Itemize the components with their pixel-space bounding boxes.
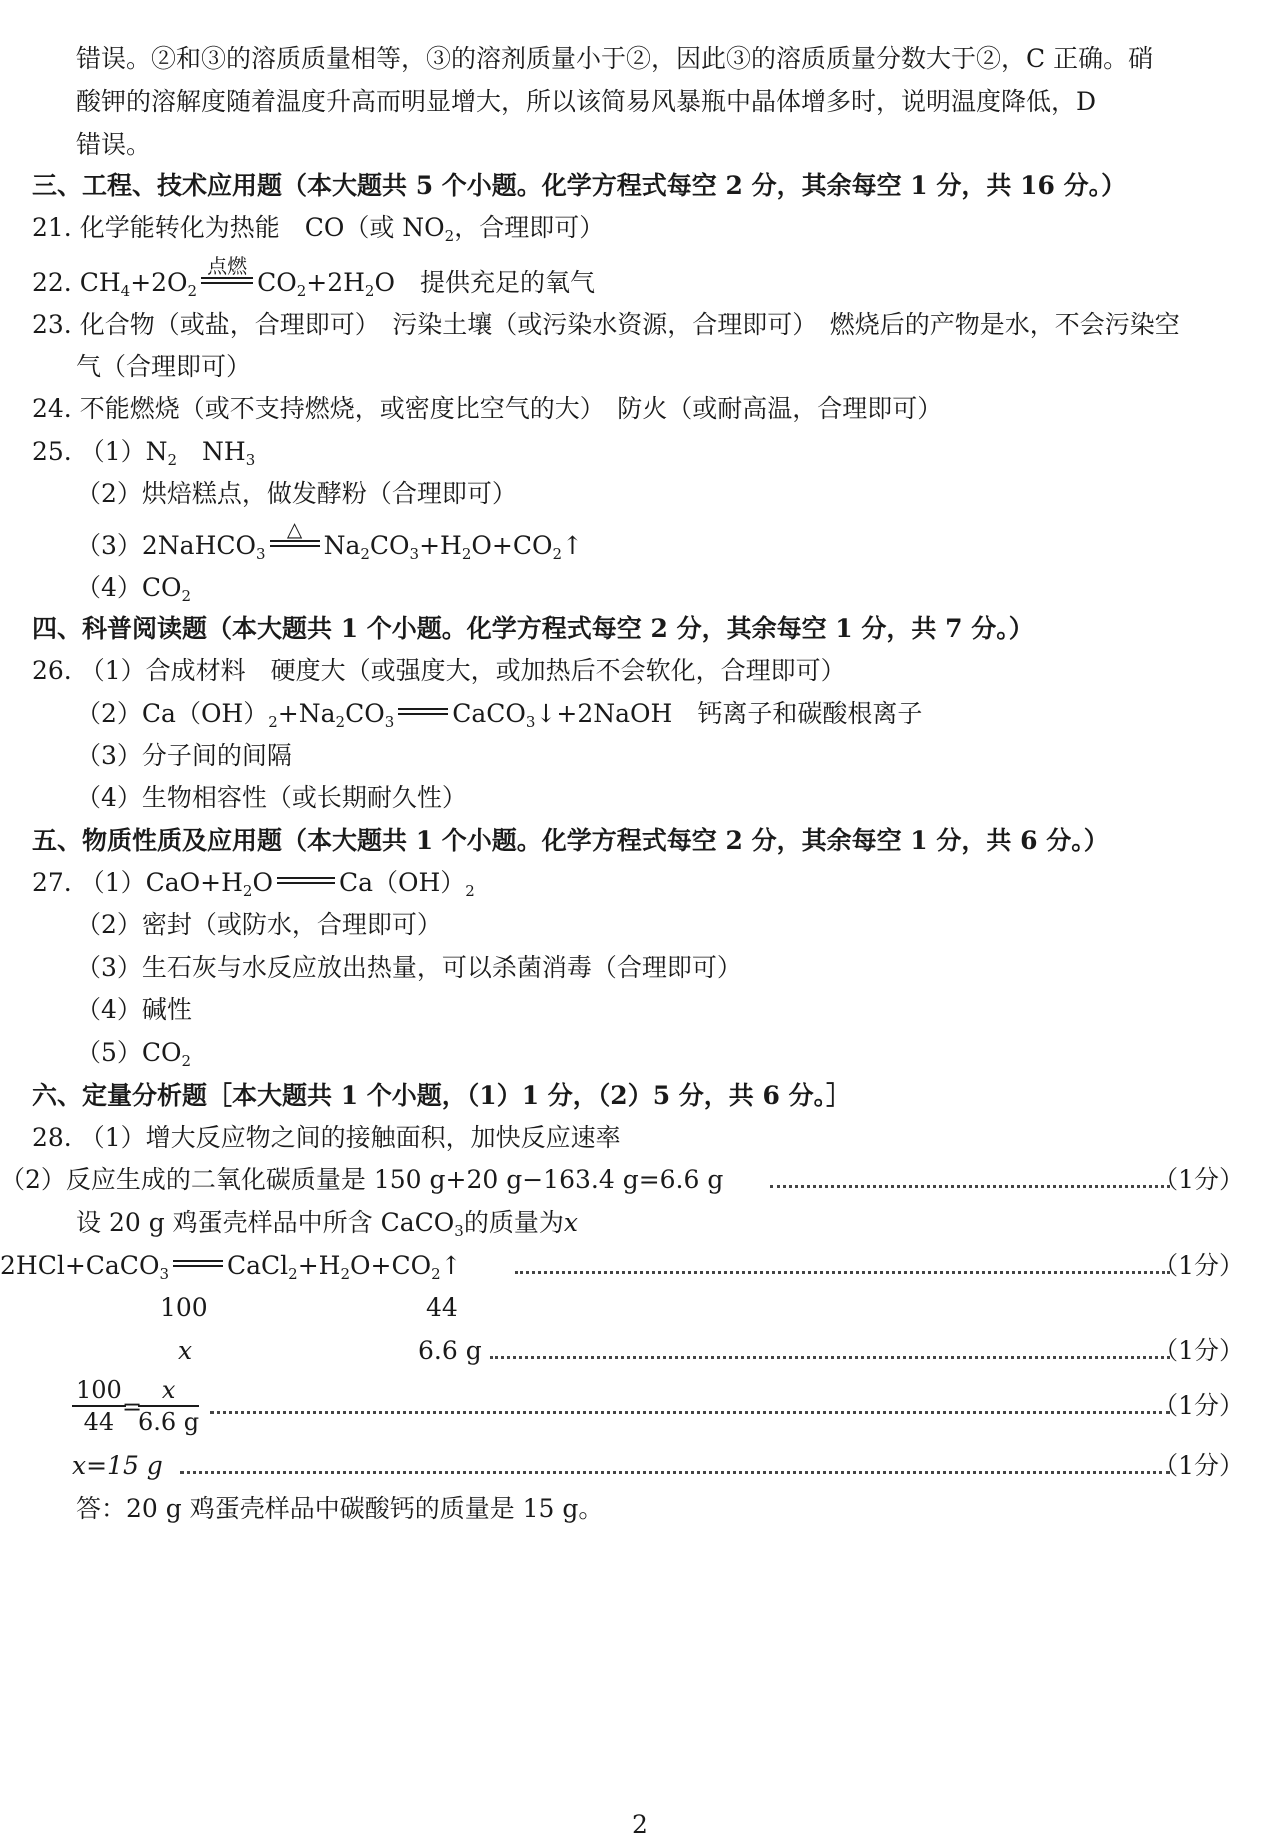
reaction-equals-sign <box>398 708 448 722</box>
leader-dots <box>770 1185 1170 1188</box>
final-answer: 答：20 g 鸡蛋壳样品中碳酸钙的质量是 15 g。 <box>76 1494 604 1523</box>
calc-line-co2-mass: （2）反应生成的二氧化碳质量是 150 g+20 g−163.4 g=6.6 g （1分） <box>0 1165 1244 1194</box>
answer-23-cont: 气（合理即可） <box>76 352 252 381</box>
score-label: （1分） <box>1153 1165 1244 1194</box>
calc-result-line: x=15 g （1分） <box>72 1451 1244 1480</box>
calc-proportion-line: $\frac{100}{44}$ = $\frac{x}{6.6 g}$ （1分） <box>0 1375 1280 1439</box>
answer-25-4: $(4)CO_2$ <box>76 573 192 605</box>
score-label: （1分） <box>1153 1336 1244 1365</box>
fraction-left: $\frac{100}{44}$ <box>72 1375 126 1437</box>
reaction-equals-sign <box>277 877 335 891</box>
answer-26-3: （3）分子间的间隔 <box>76 741 292 770</box>
answer-27-1: 27. $(1)CaO+H_2O$ $Ca(OH)_2$ <box>32 868 475 900</box>
answer-21: 21. 化学能转化为热能 CO（或 $NO_2$，合理即可） <box>32 213 605 245</box>
answer-27-5: $(5)CO_2$ <box>76 1038 192 1070</box>
answer-27-4: （4）碱性 <box>76 995 192 1024</box>
leader-dots <box>210 1411 1170 1414</box>
answer-26-2: $(2)Ca(OH)_2+Na_2CO_3$ CaCO$_3$↓+2NaOH 钙离子和碳酸根离子 <box>76 699 923 731</box>
leader-dots <box>515 1271 1170 1274</box>
page-number: 2 <box>632 1810 648 1839</box>
text-line: 错误。 <box>76 130 152 159</box>
calc-equation-line: 2HCl+CaCO$_3$ $CaCl_2+H_2O+CO_2↑$ （1分） <box>0 1251 1244 1283</box>
reaction-equals-sign: 点燃 <box>201 277 253 291</box>
leader-dots <box>180 1471 1170 1474</box>
score-label: （1分） <box>1153 1391 1244 1420</box>
answer-28-1: 28. （1）增大反应物之间的接触面积，加快反应速率 <box>32 1123 621 1152</box>
answer-25-3: （3）2NaHCO$_3$ △ $Na_2CO_3+H_2O+CO_2↑$ <box>76 517 583 563</box>
reaction-equals-sign: △ <box>270 540 320 554</box>
answer-25-2: （2）烘焙糕点，做发酵粉（合理即可） <box>76 479 517 508</box>
molar-mass-caco3: 100 <box>160 1293 208 1322</box>
answer-23: 23. 化合物（或盐，合理即可） 污染土壤（或污染水资源，合理即可） 燃烧后的产物是水，不会污染空 <box>32 310 1180 339</box>
text-line: 酸钾的溶解度随着温度升高而明显增大，所以该简易风暴瓶中晶体增多时，说明温度降低，D <box>76 87 1097 116</box>
molar-mass-co2: 44 <box>426 1293 458 1322</box>
text-line: 错误。②和③的溶质质量相等，③的溶剂质量小于②，因此③的溶质质量分数大于②，C 正确。硝 <box>76 44 1154 73</box>
calc-assumption: 设 20 g 鸡蛋壳样品中所含 CaCO$_3$的质量为x <box>76 1208 578 1240</box>
answer-27-2: （2）密封（或防水，合理即可） <box>76 910 442 939</box>
answer-26-4: （4）生物相容性（或长期耐久性） <box>76 783 467 812</box>
section-heading-4: 四、科普阅读题（本大题共 1 个小题。化学方程式每空 2 分，其余每空 1 分，共 7 分。） <box>32 614 1034 643</box>
section-heading-3: 三、工程、技术应用题（本大题共 5 个小题。化学方程式每空 2 分，其余每空 1 分，共 16 分。） <box>32 171 1127 200</box>
leader-dots <box>490 1356 1170 1359</box>
calc-unknown-line: x 6.6 g （1分） <box>178 1336 1244 1365</box>
score-label: （1分） <box>1153 1451 1244 1480</box>
section-heading-6: 六、定量分析题［本大题共 1 个小题，（1）1 分，（2）5 分，共 6 分。］ <box>32 1081 852 1110</box>
answer-25-1: 25. $(1)N_2$ $NH_3$ <box>32 437 256 469</box>
answer-27-3: （3）生石灰与水反应放出热量，可以杀菌消毒（合理即可） <box>76 953 742 982</box>
score-label: （1分） <box>1153 1251 1244 1280</box>
fraction-right: $\frac{x}{6.6 g}$ <box>138 1376 200 1436</box>
section-heading-5: 五、物质性质及应用题（本大题共 1 个小题。化学方程式每空 2 分，其余每空 1 分，共 6 分。） <box>32 826 1109 855</box>
answer-26-1: 26. （1）合成材料 硬度大（或强度大，或加热后不会软化，合理即可） <box>32 656 846 685</box>
answer-22: 22. $CH_4+2O_2$ 点燃 $CO_2+2H_2O$ 提供充足的氧气 <box>32 254 595 300</box>
reaction-equals-sign <box>173 1260 223 1274</box>
answer-24: 24. 不能燃烧（或不支持燃烧，或密度比空气的大） 防火（或耐高温，合理即可） <box>32 394 943 423</box>
